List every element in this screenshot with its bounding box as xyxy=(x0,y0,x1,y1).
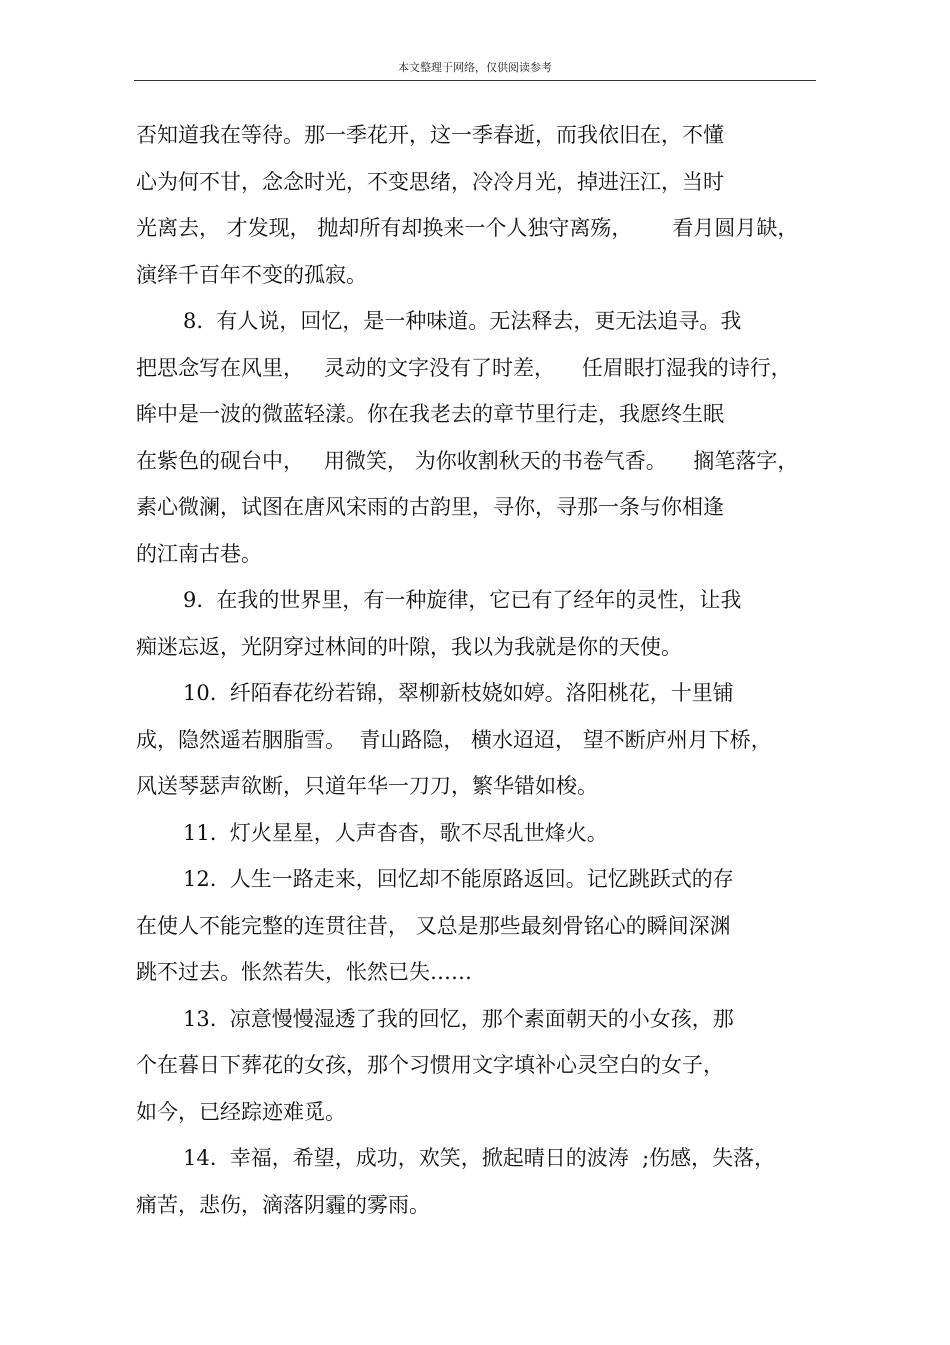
page-header xyxy=(134,58,816,81)
text-line: 成，隐然遥若胭脂雪。 青山路隐， 横水迢迢， 望不断庐州月下桥， xyxy=(136,727,772,752)
text-line: 素心微澜，试图在唐风宋雨的古韵里，寻你，寻那一条与你相逢 xyxy=(136,495,724,519)
paragraph-14-start: 14. 幸福，希望，成功，欢笑，掀起晴日的波涛 ;伤感，失落， xyxy=(183,1146,776,1170)
text-line: 痛苦，悲伤，滴落阴霾的雾雨。 xyxy=(136,1192,430,1217)
text-line: 风送琴瑟声欲断，只道年华一刀刀，繁华错如梭。 xyxy=(136,774,598,798)
text-line: 如今，已经踪迹难觅。 xyxy=(136,1099,346,1124)
text-line: 光离去， 才发现， 抛却所有却换来一个人独守离殇， 看月圆月缺， xyxy=(136,216,799,240)
text-line: 把思念写在风里， 灵动的文字没有了时差， 任眉眼打湿我的诗行， xyxy=(136,355,792,380)
header-text: 本文整理于网络，仅供阅读参考 xyxy=(398,61,552,74)
text-line: 痴迷忘返，光阴穿过林间的叶隙，我以为我就是你的天使。 xyxy=(136,634,682,659)
text-line: 跳不过去。怅然若失，怅然已失…… xyxy=(136,960,472,984)
text-line: 在紫色的砚台中， 用微笑， 为你收割秋天的书卷气香。 搁笔落字， xyxy=(136,448,799,473)
document-body xyxy=(136,112,836,1228)
paragraph-9-start: 9. 在我的世界里，有一种旋律，它已有了经年的灵性，让我 xyxy=(183,588,742,612)
text-line: 演绎千百年不变的孤寂。 xyxy=(136,262,367,287)
paragraph-8-start: 8. 有人说，回忆，是一种味道。无法释去，更无法追寻。我 xyxy=(183,309,742,333)
paragraph-10-start: 10. 纤陌春花纷若锦，翠柳新枝娆如婷。洛阳桃花，十里铺 xyxy=(183,681,734,705)
text-line: 在使人不能完整的连贯往昔， 又总是那些最刻骨铭心的瞬间深渊 xyxy=(136,913,731,938)
paragraph-11-start: 11. 灯火星星，人声杳杳，歌不尽乱世烽火。 xyxy=(183,820,608,845)
text-line: 眸中是一波的微蓝轻漾。你在我老去的章节里行走，我愿终生眠 xyxy=(136,402,724,426)
paragraph-13-start: 13. 凉意慢慢湿透了我的回忆，那个素面朝天的小女孩，那 xyxy=(183,1006,734,1031)
text-line: 个在暮日下葬花的女孩，那个习惯用文字填补心灵空白的女子， xyxy=(136,1053,724,1077)
text-line: 的江南古巷。 xyxy=(136,541,262,566)
text-line: 否知道我在等待。那一季花开，这一季春逝，而我依旧在，不懂 xyxy=(136,123,724,147)
text-line: 心为何不甘，念念时光，不变思绪，冷冷月光，掉进汪江，当时 xyxy=(136,169,724,194)
paragraph-12-start: 12. 人生一路走来，回忆却不能原路返回。记忆跳跃式的存 xyxy=(183,867,734,891)
